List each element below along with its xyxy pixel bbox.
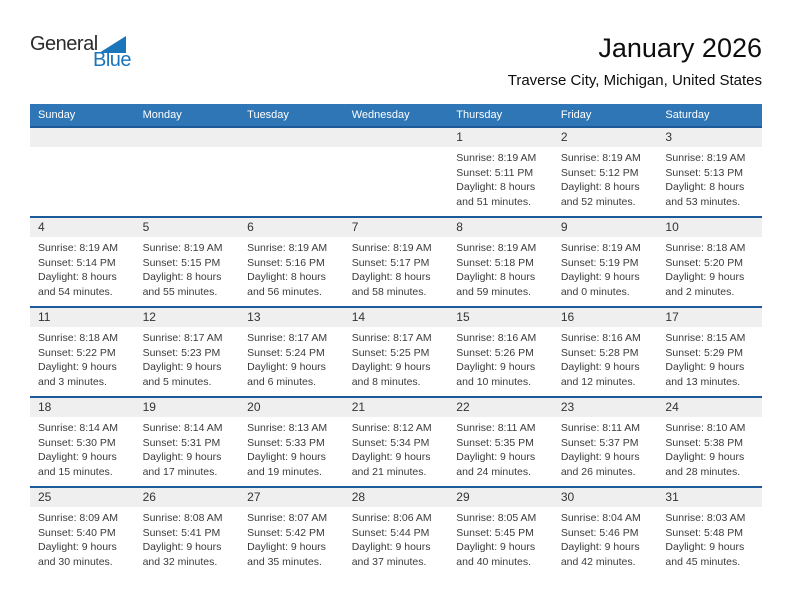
sunrise-line: Sunrise: 8:10 AM — [665, 422, 746, 434]
sunset-line: Sunset: 5:23 PM — [142, 346, 221, 359]
day-details — [657, 237, 762, 299]
day-details — [135, 507, 240, 569]
daylight-hours-line: Daylight: 9 hours — [560, 451, 640, 463]
daylight-hours-line: Daylight: 9 hours — [560, 271, 640, 283]
daylight-hours-line: Daylight: 8 hours — [665, 181, 745, 193]
day-cell — [448, 218, 553, 306]
day-details — [657, 417, 762, 479]
weekday-tuesday: Tuesday — [247, 109, 289, 121]
day-cell — [30, 488, 135, 576]
day-cell — [553, 308, 658, 396]
day-number: 11 — [30, 308, 135, 327]
sunrise-line: Sunrise: 8:19 AM — [247, 242, 328, 254]
daylight-hours-line: Daylight: 9 hours — [351, 541, 431, 553]
daylight-minutes-line: and 8 minutes. — [351, 375, 421, 388]
day-cell — [239, 218, 344, 306]
sunset-line: Sunset: 5:42 PM — [247, 526, 325, 539]
sunset-line: Sunset: 5:20 PM — [665, 256, 744, 269]
day-cell — [239, 398, 344, 486]
day-details — [135, 417, 240, 479]
sunset-line: Sunset: 5:14 PM — [38, 256, 116, 269]
day-number: 3 — [657, 128, 762, 147]
sunset-line: Sunset: 5:28 PM — [560, 346, 639, 359]
sunrise-line: Sunrise: 8:09 AM — [38, 512, 118, 524]
daylight-minutes-line: and 10 minutes. — [456, 375, 531, 388]
sunrise-line: Sunrise: 8:17 AM — [351, 332, 432, 344]
sunrise-line: Sunrise: 8:12 AM — [351, 422, 432, 434]
day-details — [239, 237, 344, 299]
day-number: 16 — [553, 308, 658, 327]
day-number: 31 — [657, 488, 762, 507]
day-cell — [448, 398, 553, 486]
day-details — [344, 417, 449, 479]
sunset-line: Sunset: 5:44 PM — [351, 526, 430, 539]
day-number: 8 — [448, 218, 553, 237]
daylight-hours-line: Daylight: 8 hours — [560, 181, 640, 193]
day-details — [239, 327, 344, 389]
day-number: 12 — [135, 308, 240, 327]
daylight-hours-line: Daylight: 9 hours — [560, 361, 640, 373]
day-cell — [344, 398, 449, 486]
daylight-minutes-line: and 52 minutes. — [560, 195, 636, 208]
daylight-minutes-line: and 15 minutes. — [38, 465, 113, 478]
day-details — [448, 417, 553, 479]
daylight-minutes-line: and 24 minutes. — [456, 465, 531, 478]
day-cell — [30, 398, 135, 486]
sunrise-line: Sunrise: 8:16 AM — [560, 332, 641, 344]
sunset-line: Sunset: 5:35 PM — [456, 436, 534, 449]
daylight-hours-line: Daylight: 9 hours — [142, 451, 222, 463]
day-number: 2 — [553, 128, 658, 147]
sunset-line: Sunset: 5:26 PM — [456, 346, 534, 359]
sunrise-line: Sunrise: 8:05 AM — [456, 512, 537, 524]
day-details — [553, 147, 658, 209]
sunset-line: Sunset: 5:16 PM — [247, 256, 325, 269]
daylight-minutes-line: and 35 minutes. — [247, 555, 322, 568]
daylight-hours-line: Daylight: 9 hours — [247, 361, 326, 373]
sunset-line: Sunset: 5:22 PM — [38, 346, 116, 359]
empty-day-cell — [30, 128, 135, 216]
day-details — [30, 147, 135, 151]
day-cell — [553, 398, 658, 486]
daylight-hours-line: Daylight: 9 hours — [142, 361, 222, 373]
day-details — [30, 507, 135, 569]
daylight-hours-line: Daylight: 9 hours — [142, 541, 222, 553]
day-cell — [553, 218, 658, 306]
weekday-thursday: Thursday — [456, 109, 503, 121]
empty-day-cell — [135, 128, 240, 216]
sunrise-line: Sunrise: 8:08 AM — [142, 512, 223, 524]
daylight-hours-line: Daylight: 9 hours — [665, 451, 745, 463]
day-details — [344, 327, 449, 389]
day-cell — [135, 398, 240, 486]
daylight-hours-line: Daylight: 9 hours — [560, 541, 640, 553]
weekday-wednesday: Wednesday — [351, 109, 410, 121]
day-number: 9 — [553, 218, 658, 237]
logo-text-general: General — [30, 33, 98, 55]
day-number — [239, 128, 344, 147]
daylight-minutes-line: and 19 minutes. — [247, 465, 322, 478]
daylight-minutes-line: and 54 minutes. — [38, 285, 113, 298]
month-title: January 2026 — [598, 33, 762, 63]
sunrise-line: Sunrise: 8:19 AM — [456, 152, 537, 164]
sunrise-line: Sunrise: 8:14 AM — [142, 422, 223, 434]
sunrise-line: Sunrise: 8:19 AM — [456, 242, 537, 254]
day-details — [239, 507, 344, 569]
sunset-line: Sunset: 5:45 PM — [456, 526, 534, 539]
day-details — [30, 327, 135, 389]
empty-day-cell — [239, 128, 344, 216]
daylight-hours-line: Daylight: 8 hours — [351, 271, 431, 283]
day-details — [553, 507, 658, 569]
sunset-line: Sunset: 5:29 PM — [665, 346, 744, 359]
daylight-minutes-line: and 58 minutes. — [351, 285, 427, 298]
day-details — [344, 237, 449, 299]
day-number: 25 — [30, 488, 135, 507]
day-details — [553, 237, 658, 299]
day-number: 14 — [344, 308, 449, 327]
daylight-minutes-line: and 51 minutes. — [456, 195, 531, 208]
daylight-hours-line: Daylight: 9 hours — [247, 541, 326, 553]
empty-day-cell — [344, 128, 449, 216]
weekday-friday: Friday — [560, 109, 592, 121]
day-cell — [657, 218, 762, 306]
day-number: 4 — [30, 218, 135, 237]
daylight-minutes-line: and 30 minutes. — [38, 555, 113, 568]
daylight-minutes-line: and 13 minutes. — [665, 375, 741, 388]
week-row — [30, 306, 762, 396]
day-number: 19 — [135, 398, 240, 417]
sunrise-line: Sunrise: 8:15 AM — [665, 332, 746, 344]
day-cell — [553, 488, 658, 576]
daylight-minutes-line: and 17 minutes. — [142, 465, 218, 478]
general-blue-logo — [30, 34, 131, 70]
day-number: 21 — [344, 398, 449, 417]
sunrise-line: Sunrise: 8:19 AM — [560, 152, 641, 164]
sunrise-line: Sunrise: 8:18 AM — [665, 242, 746, 254]
day-number: 28 — [344, 488, 449, 507]
day-details — [344, 507, 449, 569]
day-details — [553, 417, 658, 479]
day-cell — [448, 308, 553, 396]
daylight-minutes-line: and 5 minutes. — [142, 375, 212, 388]
daylight-minutes-line: and 37 minutes. — [351, 555, 427, 568]
weekday-sunday: Sunday — [38, 109, 76, 121]
day-number: 5 — [135, 218, 240, 237]
sunrise-line: Sunrise: 8:11 AM — [560, 422, 641, 434]
day-number: 26 — [135, 488, 240, 507]
sunrise-line: Sunrise: 8:11 AM — [456, 422, 536, 434]
daylight-hours-line: Daylight: 9 hours — [38, 451, 117, 463]
sunrise-line: Sunrise: 8:07 AM — [247, 512, 328, 524]
sunrise-line: Sunrise: 8:19 AM — [142, 242, 223, 254]
weekday-header-row — [30, 104, 762, 126]
day-number — [30, 128, 135, 147]
day-cell — [657, 488, 762, 576]
day-number: 1 — [448, 128, 553, 147]
day-number — [135, 128, 240, 147]
daylight-hours-line: Daylight: 9 hours — [456, 451, 536, 463]
sunset-line: Sunset: 5:38 PM — [665, 436, 744, 449]
sunset-line: Sunset: 5:11 PM — [456, 166, 534, 179]
sunset-line: Sunset: 5:31 PM — [142, 436, 221, 449]
sunrise-line: Sunrise: 8:19 AM — [560, 242, 641, 254]
day-number: 15 — [448, 308, 553, 327]
daylight-minutes-line: and 28 minutes. — [665, 465, 741, 478]
daylight-hours-line: Daylight: 8 hours — [142, 271, 222, 283]
day-number: 13 — [239, 308, 344, 327]
day-details — [448, 147, 553, 209]
sunset-line: Sunset: 5:12 PM — [560, 166, 639, 179]
sunset-line: Sunset: 5:41 PM — [142, 526, 221, 539]
day-cell — [239, 308, 344, 396]
daylight-hours-line: Daylight: 9 hours — [456, 361, 536, 373]
day-cell — [135, 308, 240, 396]
day-number: 20 — [239, 398, 344, 417]
daylight-minutes-line: and 6 minutes. — [247, 375, 317, 388]
sunrise-line: Sunrise: 8:13 AM — [247, 422, 328, 434]
sunset-line: Sunset: 5:13 PM — [665, 166, 744, 179]
day-number: 24 — [657, 398, 762, 417]
day-cell — [344, 308, 449, 396]
sunset-line: Sunset: 5:15 PM — [142, 256, 221, 269]
daylight-hours-line: Daylight: 8 hours — [38, 271, 117, 283]
sunset-line: Sunset: 5:19 PM — [560, 256, 639, 269]
day-number: 27 — [239, 488, 344, 507]
daylight-minutes-line: and 2 minutes. — [665, 285, 735, 298]
day-details — [657, 147, 762, 209]
logo-text-blue: Blue — [93, 49, 132, 71]
week-row — [30, 126, 762, 216]
day-number: 10 — [657, 218, 762, 237]
daylight-hours-line: Daylight: 8 hours — [247, 271, 326, 283]
day-cell — [657, 308, 762, 396]
sunrise-line: Sunrise: 8:19 AM — [665, 152, 746, 164]
sunrise-line: Sunrise: 8:17 AM — [142, 332, 223, 344]
day-cell — [344, 218, 449, 306]
day-cell — [657, 398, 762, 486]
day-details — [344, 147, 449, 151]
day-details — [135, 147, 240, 151]
sunset-line: Sunset: 5:46 PM — [560, 526, 639, 539]
sunrise-line: Sunrise: 8:17 AM — [247, 332, 328, 344]
daylight-minutes-line: and 45 minutes. — [665, 555, 741, 568]
sunset-line: Sunset: 5:37 PM — [560, 436, 639, 449]
day-number: 23 — [553, 398, 658, 417]
daylight-minutes-line: and 40 minutes. — [456, 555, 531, 568]
daylight-hours-line: Daylight: 9 hours — [247, 451, 326, 463]
daylight-minutes-line: and 59 minutes. — [456, 285, 531, 298]
sunset-line: Sunset: 5:48 PM — [665, 526, 744, 539]
daylight-minutes-line: and 55 minutes. — [142, 285, 218, 298]
sunrise-line: Sunrise: 8:03 AM — [665, 512, 746, 524]
day-number: 30 — [553, 488, 658, 507]
sunrise-line: Sunrise: 8:04 AM — [560, 512, 641, 524]
day-number: 29 — [448, 488, 553, 507]
day-cell — [657, 128, 762, 216]
sunset-line: Sunset: 5:24 PM — [247, 346, 325, 359]
daylight-hours-line: Daylight: 9 hours — [665, 271, 745, 283]
day-details — [135, 237, 240, 299]
daylight-hours-line: Daylight: 8 hours — [456, 271, 536, 283]
daylight-minutes-line: and 56 minutes. — [247, 285, 322, 298]
daylight-hours-line: Daylight: 9 hours — [456, 541, 536, 553]
day-number — [344, 128, 449, 147]
day-number: 6 — [239, 218, 344, 237]
day-details — [448, 507, 553, 569]
day-details — [448, 327, 553, 389]
daylight-minutes-line: and 32 minutes. — [142, 555, 218, 568]
week-row — [30, 486, 762, 576]
day-cell — [344, 488, 449, 576]
day-details — [30, 237, 135, 299]
day-cell — [30, 218, 135, 306]
day-cell — [448, 488, 553, 576]
sunset-line: Sunset: 5:25 PM — [351, 346, 430, 359]
daylight-hours-line: Daylight: 8 hours — [456, 181, 536, 193]
day-cell — [239, 488, 344, 576]
day-details — [657, 327, 762, 389]
weekday-saturday: Saturday — [665, 109, 710, 121]
daylight-hours-line: Daylight: 9 hours — [665, 361, 745, 373]
day-details — [135, 327, 240, 389]
sunset-line: Sunset: 5:34 PM — [351, 436, 430, 449]
location-subtitle: Traverse City, Michigan, United States — [507, 71, 762, 89]
sunrise-line: Sunrise: 8:19 AM — [38, 242, 118, 254]
day-cell — [448, 128, 553, 216]
day-number: 7 — [344, 218, 449, 237]
day-details — [553, 327, 658, 389]
daylight-minutes-line: and 21 minutes. — [351, 465, 427, 478]
day-number: 18 — [30, 398, 135, 417]
day-details — [30, 417, 135, 479]
sunrise-line: Sunrise: 8:06 AM — [351, 512, 432, 524]
sunset-line: Sunset: 5:17 PM — [351, 256, 430, 269]
sunset-line: Sunset: 5:40 PM — [38, 526, 116, 539]
daylight-hours-line: Daylight: 9 hours — [665, 541, 745, 553]
sunrise-line: Sunrise: 8:14 AM — [38, 422, 118, 434]
daylight-minutes-line: and 3 minutes. — [38, 375, 107, 388]
daylight-minutes-line: and 26 minutes. — [560, 465, 636, 478]
daylight-hours-line: Daylight: 9 hours — [351, 451, 431, 463]
day-cell — [30, 308, 135, 396]
daylight-hours-line: Daylight: 9 hours — [351, 361, 431, 373]
sunrise-line: Sunrise: 8:16 AM — [456, 332, 537, 344]
daylight-minutes-line: and 42 minutes. — [560, 555, 636, 568]
sunrise-line: Sunrise: 8:18 AM — [38, 332, 118, 344]
daylight-hours-line: Daylight: 9 hours — [38, 541, 117, 553]
day-details — [239, 147, 344, 151]
day-number: 17 — [657, 308, 762, 327]
day-number: 22 — [448, 398, 553, 417]
page-header — [30, 34, 762, 89]
sunset-line: Sunset: 5:18 PM — [456, 256, 534, 269]
day-details — [239, 417, 344, 479]
daylight-minutes-line: and 53 minutes. — [665, 195, 741, 208]
daylight-hours-line: Daylight: 9 hours — [38, 361, 117, 373]
weekday-monday: Monday — [142, 109, 182, 121]
day-details — [448, 237, 553, 299]
daylight-minutes-line: and 0 minutes. — [560, 285, 630, 298]
week-row — [30, 216, 762, 306]
week-row — [30, 396, 762, 486]
sunset-line: Sunset: 5:30 PM — [38, 436, 116, 449]
day-cell — [135, 218, 240, 306]
calendar-weeks — [30, 126, 762, 576]
sunset-line: Sunset: 5:33 PM — [247, 436, 325, 449]
day-cell — [135, 488, 240, 576]
calendar-table — [30, 104, 762, 576]
day-details — [657, 507, 762, 569]
day-cell — [553, 128, 658, 216]
title-block — [508, 34, 762, 89]
daylight-minutes-line: and 12 minutes. — [560, 375, 636, 388]
sunrise-line: Sunrise: 8:19 AM — [351, 242, 432, 254]
